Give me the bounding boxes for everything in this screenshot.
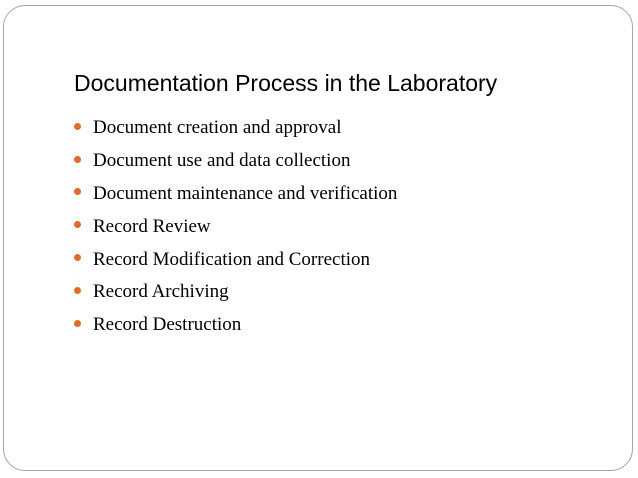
bullet-icon [74, 221, 81, 228]
bullet-icon [74, 156, 81, 163]
bullet-text: Record Review [93, 215, 211, 237]
bullet-icon [74, 123, 81, 130]
bullet-icon [74, 188, 81, 195]
bullet-text: Record Modification and Correction [93, 248, 371, 270]
list-item [74, 276, 397, 309]
bullet-text: Document use and data collection [93, 150, 351, 172]
bullet-text: Document creation and approval [93, 117, 342, 139]
list-item [74, 210, 397, 243]
bullet-text: Document maintenance and verification [93, 182, 398, 204]
list-item [74, 309, 397, 342]
bullet-icon [74, 320, 81, 327]
bullet-text: Record Destruction [93, 314, 242, 336]
list-item [74, 145, 397, 178]
slide-title: Documentation Process in the Laboratory [74, 70, 498, 96]
slide-frame [3, 5, 633, 471]
bullet-text: Record Archiving [93, 281, 229, 303]
bullet-list [74, 112, 397, 342]
bullet-icon [74, 287, 81, 294]
list-item [74, 112, 397, 145]
list-item [74, 243, 397, 276]
bullet-icon [74, 254, 81, 261]
list-item [74, 178, 397, 211]
